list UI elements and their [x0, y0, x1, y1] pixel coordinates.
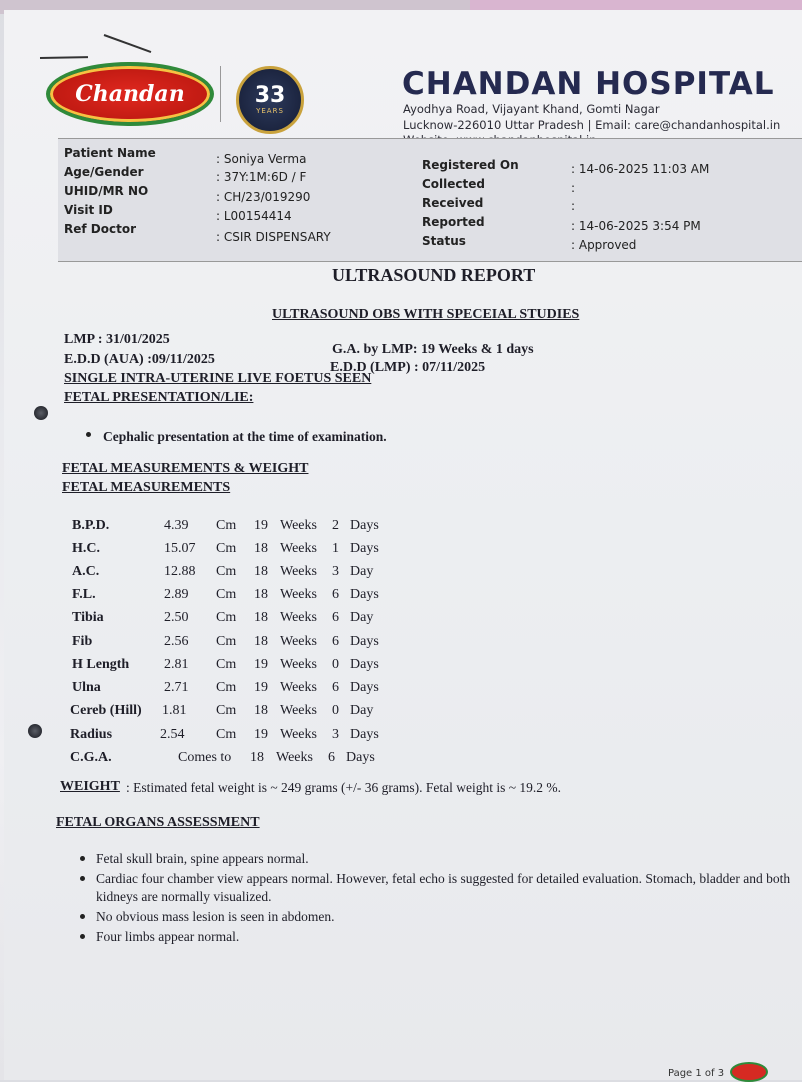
measure-days-label: Day [350, 703, 374, 718]
hospital-name: CHANDAN HOSPITAL [402, 66, 775, 102]
measure-days-label: Days [350, 634, 379, 649]
measure-days-label: Days [350, 657, 379, 672]
measure-weeks-label: Weeks [280, 587, 317, 602]
age-gender-label: Age/Gender [64, 165, 144, 179]
measure-weeks-label: Weeks [280, 541, 317, 556]
visit-id-label: Visit ID [64, 203, 113, 217]
bullet [80, 934, 85, 939]
measure-days: 6 [332, 634, 339, 649]
age-gender-value: : 37Y:1M:6D / F [216, 170, 307, 184]
measure-value: 2.54 [160, 727, 185, 742]
measure-unit: Cm [216, 634, 237, 649]
measure-name: Ulna [72, 680, 101, 695]
measure-unit: Cm [216, 727, 237, 742]
measure-name: Cereb (Hill) [70, 703, 142, 718]
measure-days: 0 [332, 703, 339, 718]
cga-text: Comes to [178, 750, 232, 765]
measure-days: 1 [332, 541, 339, 556]
report-subtitle: ULTRASOUND OBS WITH SPECEIAL STUDIES [272, 307, 580, 322]
punch-hole [34, 406, 48, 420]
received-label: Received [422, 196, 484, 210]
measurements-weight-heading: FETAL MEASUREMENTS & WEIGHT [62, 461, 309, 476]
bullet [80, 876, 85, 881]
cga-days: 6 [328, 750, 335, 765]
measure-name: B.P.D. [72, 518, 110, 533]
edd-aua: E.D.D (AUA) :09/11/2025 [64, 352, 215, 367]
measure-days-label: Days [350, 587, 379, 602]
measure-unit: Cm [216, 564, 237, 579]
measure-weeks-label: Weeks [280, 564, 317, 579]
measure-value: 2.56 [164, 634, 189, 649]
measure-unit: Cm [216, 703, 237, 718]
cga-weeks-label: Weeks [276, 750, 313, 765]
measure-weeks: 19 [254, 518, 268, 533]
measure-days-label: Days [350, 680, 379, 695]
measure-name: F.L. [72, 587, 96, 602]
address-line-2: Lucknow-226010 Uttar Pradesh | Email: care@chandanhospital.in [403, 118, 781, 132]
measure-days-label: Days [350, 518, 379, 533]
patient-name-label: Patient Name [64, 146, 156, 160]
footer-logo [730, 1062, 768, 1082]
reported-value: : 14-06-2025 3:54 PM [571, 219, 701, 233]
ref-doctor-value: : CSIR DISPENSARY [216, 230, 331, 244]
status-value: : Approved [571, 238, 637, 252]
visit-id-value: : L00154414 [216, 209, 292, 223]
measure-days-label: Day [350, 610, 374, 625]
punch-hole [28, 724, 42, 738]
measure-value: 12.88 [164, 564, 196, 579]
measurements-heading: FETAL MEASUREMENTS [62, 480, 231, 495]
measure-value: 2.71 [164, 680, 189, 695]
registered-on-label: Registered On [422, 158, 519, 172]
registered-on-value: : 14-06-2025 11:03 AM [571, 162, 710, 176]
measure-days-label: Days [350, 541, 379, 556]
presentation-text: Cephalic presentation at the time of examination. [103, 429, 387, 444]
ref-doctor-label: Ref Doctor [64, 222, 136, 236]
measure-unit: Cm [216, 541, 237, 556]
anniversary-badge [236, 66, 304, 134]
hospital-logo [46, 62, 214, 126]
measure-value: 2.81 [164, 657, 189, 672]
lmp: LMP : 31/01/2025 [64, 332, 170, 347]
status-label: Status [422, 234, 466, 248]
measure-unit: Cm [216, 518, 237, 533]
uhid-label: UHID/MR NO [64, 184, 149, 198]
bullet [80, 856, 85, 861]
measure-days: 0 [332, 657, 339, 672]
single-foetus-heading: SINGLE INTRA-UTERINE LIVE FOETUS SEEN [64, 371, 372, 386]
patient-name-value: : Soniya Verma [216, 152, 307, 166]
measure-weeks: 18 [254, 587, 268, 602]
organ-item: Fetal skull brain, spine appears normal. [96, 851, 309, 866]
measure-unit: Cm [216, 610, 237, 625]
measure-weeks-label: Weeks [280, 703, 317, 718]
cga-weeks: 18 [250, 750, 264, 765]
weight-label: WEIGHT [60, 779, 120, 794]
measure-unit: Cm [216, 680, 237, 695]
measure-weeks: 18 [254, 703, 268, 718]
bullet [80, 914, 85, 919]
logo-text: Chandan [75, 81, 185, 107]
cga-name: C.G.A. [70, 750, 112, 765]
weight-text: : Estimated fetal weight is ~ 249 grams (+/- 36 grams). Fetal weight is ~ 19.2 %. [126, 780, 562, 795]
measure-days: 6 [332, 610, 339, 625]
measure-weeks-label: Weeks [280, 657, 317, 672]
organ-item: Four limbs appear normal. [96, 929, 240, 944]
measure-value: 1.81 [162, 703, 187, 718]
measure-weeks-label: Weeks [280, 610, 317, 625]
organs-heading: FETAL ORGANS ASSESSMENT [56, 815, 260, 830]
measure-weeks: 18 [254, 634, 268, 649]
measure-unit: Cm [216, 657, 237, 672]
reported-label: Reported [422, 215, 485, 229]
measure-days: 6 [332, 680, 339, 695]
collected-label: Collected [422, 177, 485, 191]
header-divider [220, 66, 221, 122]
organ-item: No obvious mass lesion is seen in abdomen. [96, 909, 335, 924]
address-line-1: Ayodhya Road, Vijayant Khand, Gomti Nagar [403, 102, 660, 116]
measure-weeks: 18 [254, 610, 268, 625]
measure-name: A.C. [72, 564, 100, 579]
measure-value: 4.39 [164, 518, 189, 533]
received-value: : [571, 199, 576, 213]
measure-value: 2.89 [164, 587, 189, 602]
measure-value: 15.07 [164, 541, 196, 556]
measure-weeks-label: Weeks [280, 518, 317, 533]
badge-text: YEARS [256, 107, 284, 115]
measure-days: 2 [332, 518, 339, 533]
measure-weeks: 19 [254, 657, 268, 672]
badge-number: 33 [254, 83, 286, 108]
measure-weeks: 18 [254, 541, 268, 556]
measure-days: 6 [332, 587, 339, 602]
measure-weeks: 18 [254, 564, 268, 579]
page-number: Page 1 of 3 [668, 1068, 725, 1079]
measure-days: 3 [332, 727, 339, 742]
measure-name: Fib [72, 634, 93, 649]
uhid-value: : CH/23/019290 [216, 190, 311, 204]
presentation-heading: FETAL PRESENTATION/LIE: [64, 390, 254, 405]
measure-name: H.C. [72, 541, 100, 556]
measure-weeks-label: Weeks [280, 680, 317, 695]
cga-days-label: Days [346, 750, 375, 765]
report-title: ULTRASOUND REPORT [332, 265, 536, 285]
ga-by-lmp: G.A. by LMP: 19 Weeks & 1 days [332, 342, 534, 357]
organ-item: Cardiac four chamber view appears normal. However, fetal echo is suggested for detailed evaluation. Stomach, bladder and both kidneys are normally visualized. [96, 871, 791, 904]
collected-value: : [571, 181, 576, 195]
measure-name: Radius [70, 727, 113, 742]
bullet [86, 432, 91, 437]
measure-unit: Cm [216, 587, 237, 602]
edd-lmp: E.D.D (LMP) : 07/11/2025 [330, 360, 486, 375]
measure-name: H Length [72, 657, 130, 672]
measure-days-label: Day [350, 564, 374, 579]
measure-weeks: 19 [254, 727, 268, 742]
measure-days-label: Days [350, 727, 379, 742]
measure-weeks-label: Weeks [280, 634, 317, 649]
measure-value: 2.50 [164, 610, 189, 625]
measure-weeks: 19 [254, 680, 268, 695]
measure-days: 3 [332, 564, 339, 579]
measure-name: Tibia [72, 610, 104, 625]
measure-weeks-label: Weeks [280, 727, 317, 742]
